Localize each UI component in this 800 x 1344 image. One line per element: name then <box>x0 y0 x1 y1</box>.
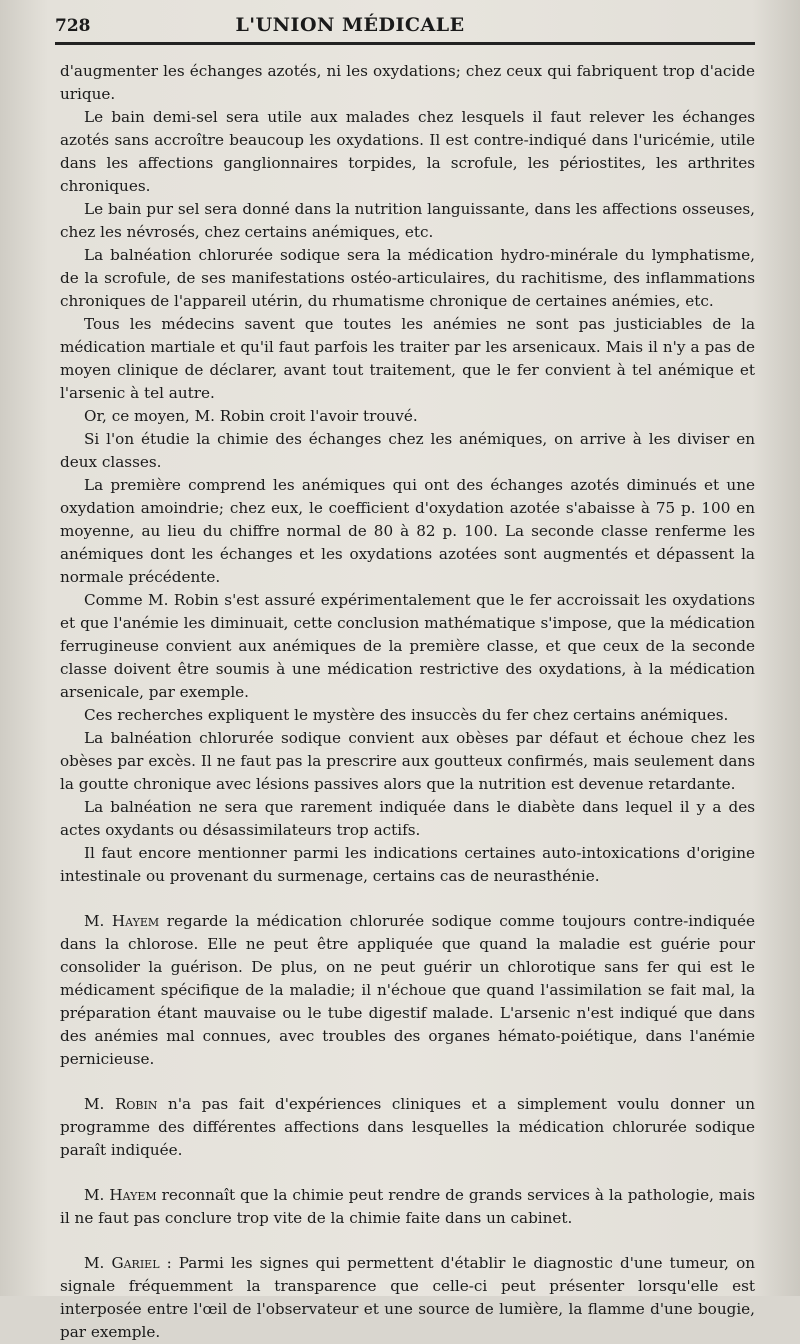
paragraph: La balnéation chlorurée sodique sera la médication hydro-minérale du lymphatisme, de la scrofule, de ses manifestations ostéo-articulaires, du rachitisme, des inflammations chroniques de l'appareil utérin, du rhumatisme chronique de certaines anémies, etc. <box>60 246 755 310</box>
paragraph: Comme M. Robin s'est assuré expérimentalement que le fer accroissait les oxydations et que l'anémie les diminuait, cette conclusion mathématique s'impose, que la médication ferrugineuse convient aux anémiques de la première classe, et que ceux de la seconde classe doivent être soumis à une médication restrictive des oxydations, à la médication arsenicale, par exemple. <box>60 591 755 701</box>
paragraph: Le bain pur sel sera donné dans la nutrition languissante, dans les affections osseuses, chez les névrosés, chez certains anémiques, etc. <box>60 200 755 241</box>
paragraph: La première comprend les anémiques qui ont des échanges azotés diminués et une oxydation amoindrie; chez eux, le coefficient d'oxydation azotée s'abaisse à 75 p. 100 en moyenne, au lieu du chiffre normal de 80 à 82 p. 100. La seconde classe renferme les anémiques dont les échanges et les oxydations azotées sont augmentés et dépassent la normale précédente. <box>60 476 755 586</box>
paragraph: Ces recherches expliquent le mystère des insuccès du fer chez certains anémiques. <box>84 706 729 724</box>
paragraph-robin: M. Robin n'a pas fait d'expériences cliniques et a simplement voulu donner un programme des différentes affections dans lesquelles la médication chlorurée sodique paraît indiquée. <box>60 1095 755 1159</box>
article-body <box>60 60 755 1344</box>
paragraph: La balnéation chlorurée sodique convient aux obèses par défaut et échoue chez les obèses par excès. Il ne faut pas la prescrire aux goutteux confirmés, mais seulement dans la goutte chronique avec lésions passives alors que la nutrition est devenue retardante. <box>60 729 755 793</box>
speaker-name: M. Robin <box>84 1095 158 1113</box>
page-number: 728 <box>55 16 91 36</box>
running-title: L'UNION MÉDICALE <box>235 14 465 36</box>
paragraph-gariel: M. Gariel : Parmi les signes qui permettent d'établir le diagnostic d'une tumeur, on signale fréquemment la transparence que celle-ci peut présenter lorsqu'elle est interposée entre l'œil de l'observateur et une source de lumière, la flamme d'une bougie, par exemple. <box>60 1254 755 1341</box>
page-header <box>55 14 755 44</box>
speaker-name: M. Gariel <box>84 1254 160 1272</box>
paragraph: La balnéation ne sera que rarement indiquée dans le diabète dans lequel il y a des actes oxydants ou désassimilateurs trop actifs. <box>60 798 755 839</box>
speaker-name: M. Hayem <box>84 912 160 930</box>
paragraph: Le bain demi-sel sera utile aux malades chez lesquels il faut relever les échanges azotés sans accroître beaucoup les oxydations. Il est contre-indiqué dans l'uricémie, utile dans les affections ganglionnaires torpides, la scrofule, les périostites, les arthrites chroniques. <box>60 108 755 195</box>
speaker-name: M. Hayem <box>84 1186 157 1204</box>
paragraph: Or, ce moyen, M. Robin croit l'avoir trouvé. <box>84 407 418 425</box>
paragraph: Il faut encore mentionner parmi les indications certaines auto-intoxications d'origine intestinale ou provenant du surmenage, certains cas de neurasthénie. <box>60 844 755 885</box>
paragraph-hayem: M. Hayem regarde la médication chlorurée sodique comme toujours contre-indiquée dans la chlorose. Elle ne peut être appliquée que quand la maladie est guérie pour consolider la guérison. De plus, on ne peut guérir un chlorotique sans fer qui est le médicament spécifique de la maladie; il n'échoue que quand l'assimilation se fait mal, la préparation étant mauvaise ou le tube digestif malade. L'arsenic n'est indiqué que dans des anémies mal connues, avec troubles des organes hémato-poiétique, dans l'anémie pernicieuse. <box>60 912 755 1068</box>
paragraph-hayem: M. Hayem reconnaît que la chimie peut rendre de grands services à la pathologie, mais il ne faut pas conclure trop vite de la chimie faite dans un cabinet. <box>60 1186 755 1227</box>
paragraph: Si l'on étudie la chimie des échanges chez les anémiques, on arrive à les diviser en deux classes. <box>60 430 755 471</box>
header-rule <box>55 42 755 45</box>
paragraph: d'augmenter les échanges azotés, ni les oxydations; chez ceux qui fabriquent trop d'acide urique. <box>60 62 755 103</box>
paragraph: Tous les médecins savent que toutes les anémies ne sont pas justiciables de la médication martiale et qu'il faut parfois les traiter par les arsenicaux. Mais il n'y a pas de moyen clinique de déclarer, avant tout traitement, que le fer convient à tel anémique et l'arsenic à tel autre. <box>60 315 755 402</box>
